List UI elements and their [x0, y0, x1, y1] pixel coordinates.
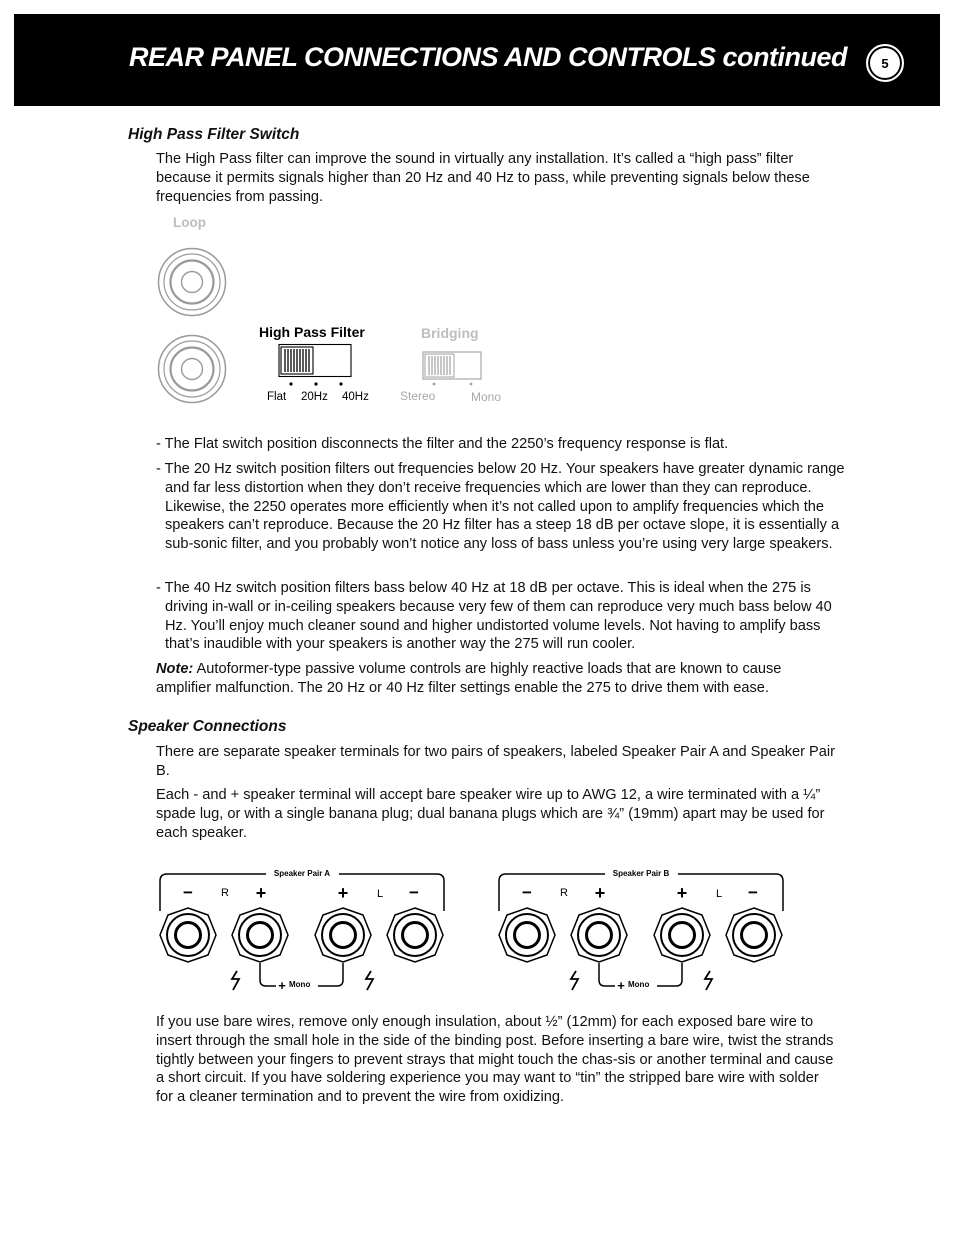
pair-b-r-label: R — [560, 887, 568, 899]
binding-post-a-r-plus — [232, 908, 288, 962]
pair-b-lightning-right — [705, 971, 712, 990]
speakers-para-3: If you use bare wires, remove only enough insulation, about ½” (12mm) for each exposed bare wire to insert through the small hole in the side of the binding post. Before inserting a bare wire, twist the strands tightly between your fingers to prevent strays that might touch the chas-sis or another terminal and cause a short circuit. If you have soldering experience you may want to “tin” the stripped bare wire with solder for a cleaner termination and to prevent the wire from oxidizing. — [156, 1014, 834, 1106]
note-paragraph — [156, 660, 836, 698]
binding-post-b-l-plus — [654, 908, 710, 962]
pair-a-lightning-right — [366, 971, 373, 990]
pair-a-r-plus: + — [255, 883, 267, 903]
page-number-badge: 5 — [866, 44, 904, 82]
high-pass-intro: The High Pass filter can improve the sound in virtually any installation. It’s called a “high pass” filter because it permits signals higher than 20 Hz and 40 Hz to pass, while preventing signals below these frequencies from passing. — [156, 151, 810, 205]
pair-a-label: Speaker Pair A — [273, 869, 331, 878]
section-heading-speakers: Speaker Connections — [128, 718, 287, 735]
bridging-label: Bridging — [421, 325, 479, 341]
pair-b-mono-plus: + — [617, 978, 625, 993]
pair-a-r-label: R — [221, 887, 229, 899]
pair-a-l-label: L — [376, 888, 384, 900]
loop-jack-bottom — [159, 336, 226, 403]
pair-a-r-minus: − — [183, 883, 193, 902]
speaker-pair-a-figure — [150, 860, 460, 1000]
binding-post-b-r-plus — [571, 908, 627, 962]
note-label: Note: — [156, 661, 194, 677]
pair-b-mono-label: Mono — [628, 980, 650, 989]
pair-a-mono-plus: + — [278, 978, 286, 993]
pair-b-l-minus: − — [748, 883, 758, 902]
filter-position-40hz: 40Hz — [342, 391, 369, 403]
binding-post-b-l-minus — [726, 908, 782, 962]
speakers-para-1: There are separate speaker terminals for two pairs of speakers, labeled Speaker Pair A and Speaker Pair B. — [156, 744, 835, 779]
speakers-para-2: Each - and + speaker terminal will accept bare speaker wire up to AWG 12, a wire terminated with a ¼” spade lug, or with a single banana plug; dual banana plugs which are ¾” (19mm) apart may be used for each speaker. — [156, 787, 825, 841]
pair-a-mono-label: Mono — [289, 980, 311, 989]
pair-a-lightning-left — [232, 971, 239, 990]
page-title: REAR PANEL CONNECTIONS AND CONTROLS continued — [129, 42, 848, 72]
speaker-pair-b-figure — [489, 860, 799, 1000]
pair-b-l-label: L — [715, 888, 723, 900]
note-text: Autoformer-type passive volume controls are highly reactive loads that are known to cause amplifier malfunction. The 20 Hz or 40 Hz filter settings enable the 275 to drive them with ease. — [156, 661, 782, 696]
pair-a-l-minus: − — [409, 883, 419, 902]
filter-position-flat: Flat — [267, 391, 287, 403]
filter-position-20hz: 20Hz — [301, 391, 328, 403]
pair-b-l-plus: + — [676, 883, 688, 903]
bullet-20hz: - The 20 Hz switch position filters out frequencies below 20 Hz. Your speakers have greater dynamic range and far less distortion when they don’t receive frequencies which are lower than they can reproduce. Likewise, the 2250 operates more efficiently when it’s not called upon to amplify frequencies which the speakers can’t reproduce. Because the 20 Hz filter has a steep 18 dB per octave slope, it is essentially a sub-sonic filter, and you probably won’t notice any loss of bass unless you’re using very large speakers. — [156, 461, 845, 553]
bridging-position-mono: Mono — [471, 390, 502, 404]
pair-a-l-plus: + — [337, 883, 349, 903]
binding-post-a-l-plus — [315, 908, 371, 962]
pair-b-label: Speaker Pair B — [612, 869, 670, 878]
bridging-position-stereo: Stereo — [400, 389, 436, 403]
bridging-switch — [423, 352, 481, 385]
pair-b-r-plus: + — [594, 883, 606, 903]
loop-label: Loop — [173, 215, 206, 230]
binding-post-a-l-minus — [387, 908, 443, 962]
binding-post-a-r-minus — [160, 908, 216, 962]
loop-jack-top — [159, 249, 226, 316]
bullet-flat: - The Flat switch position disconnects the filter and the 2250’s frequency response is flat. — [156, 436, 729, 452]
pair-b-lightning-left — [571, 971, 578, 990]
page-header — [14, 14, 940, 106]
bullet-40hz: - The 40 Hz switch position filters bass below 40 Hz at 18 dB per octave. This is ideal when the 275 is driving in-wall or in-ceiling speakers because very few of them can reproduce very much bass below 40 Hz. You’ll enjoy much cleaner sound and higher undistorted volume levels. Not having to amplify bass that’s inaudible with your speakers is another way the 275 will run cooler. — [156, 580, 832, 653]
binding-post-b-r-minus — [499, 908, 555, 962]
high-pass-filter-switch — [279, 345, 351, 386]
section-heading-high-pass: High Pass Filter Switch — [128, 126, 300, 143]
high-pass-figure — [140, 210, 540, 410]
pair-b-r-minus: − — [522, 883, 532, 902]
high-pass-filter-label: High Pass Filter — [259, 324, 365, 340]
